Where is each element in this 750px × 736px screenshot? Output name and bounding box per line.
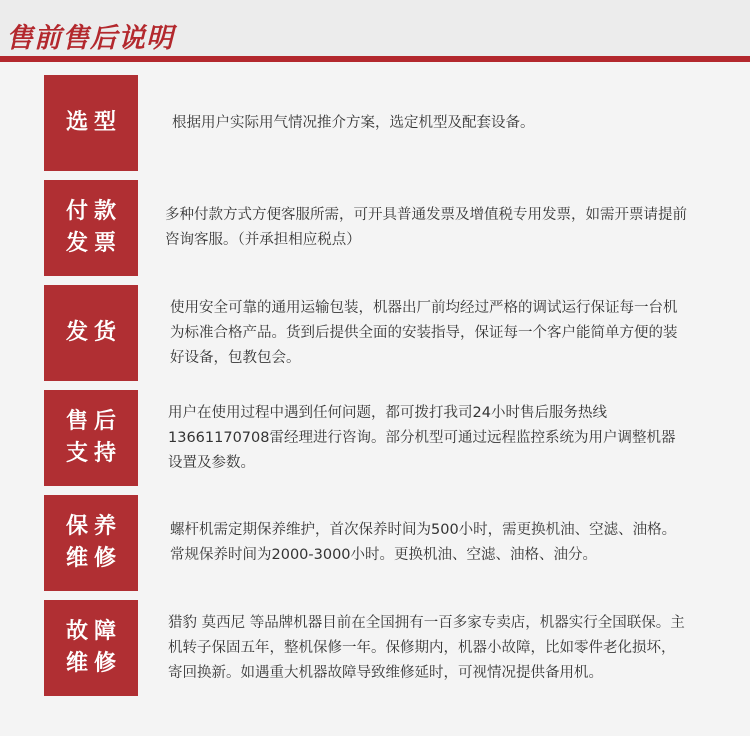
service-row-shipping — [0, 285, 750, 381]
service-label: 保养 — [65, 514, 122, 539]
service-description — [165, 180, 690, 276]
service-row-payment — [0, 180, 750, 276]
header-divider — [0, 56, 750, 62]
service-label-box — [44, 75, 138, 171]
service-description — [168, 600, 688, 696]
service-label: 售后 — [65, 409, 122, 434]
service-label-box — [44, 390, 138, 486]
service-row-support — [0, 390, 750, 486]
service-description-text: 猎豹 莫西尼 等品牌机器目前在全国拥有一百多家专卖店，机器实行全国联保。主机转子保固五年，整机保修一年。保修期内，机器小故障，比如零件老化损坏，寄回换新。如遇重大机器故障导致维修延时，可视情况提供备用机。 — [168, 614, 685, 681]
service-label-box — [44, 285, 138, 381]
service-label: 付款 — [65, 199, 122, 224]
service-label-box — [44, 495, 138, 591]
header — [0, 0, 750, 62]
service-row-repair — [0, 600, 750, 696]
service-description-text: 螺杆机需定期保养维护，首次保养时间为500小时，需更换机油、空滤、油格。常规保养时间为2000-3000小时。更换机油、空滤、油格、油分。 — [170, 522, 677, 563]
service-row-selection — [0, 75, 750, 171]
service-label: 选型 — [65, 110, 122, 135]
service-label: 发票 — [65, 231, 122, 256]
service-label-box — [44, 180, 138, 276]
page-title: 售前售后说明 — [6, 23, 174, 54]
service-description-text: 使用安全可靠的通用运输包装，机器出厂前均经过严格的调试运行保证每一台机为标准合格产品。货到后提供全面的安装指导，保证每一个客户能简单方便的装好设备，包教包会。 — [170, 299, 678, 366]
service-label-box — [44, 600, 138, 696]
service-description-text: 根据用户实际用气情况推介方案，选定机型及配套设备。 — [172, 114, 535, 131]
service-description — [170, 285, 690, 381]
service-label: 维修 — [65, 651, 122, 676]
service-description-text: 用户在使用过程中遇到任何问题，都可拨打我司24小时售后服务热线13661170708雷经理进行咨询。部分机型可通过远程监控系统为用户调整机器设置及参数。 — [168, 404, 676, 471]
service-label: 发货 — [65, 320, 122, 345]
service-description — [170, 495, 690, 591]
service-label: 维修 — [65, 546, 122, 571]
service-label: 支持 — [65, 441, 122, 466]
service-description — [172, 75, 692, 171]
service-description — [168, 390, 688, 486]
service-description-text: 多种付款方式方便客服所需，可开具普通发票及增值税专用发票，如需开票请提前咨询客服。（并承担相应税点） — [165, 207, 687, 248]
service-label: 故障 — [65, 619, 122, 644]
service-row-maintenance — [0, 495, 750, 591]
